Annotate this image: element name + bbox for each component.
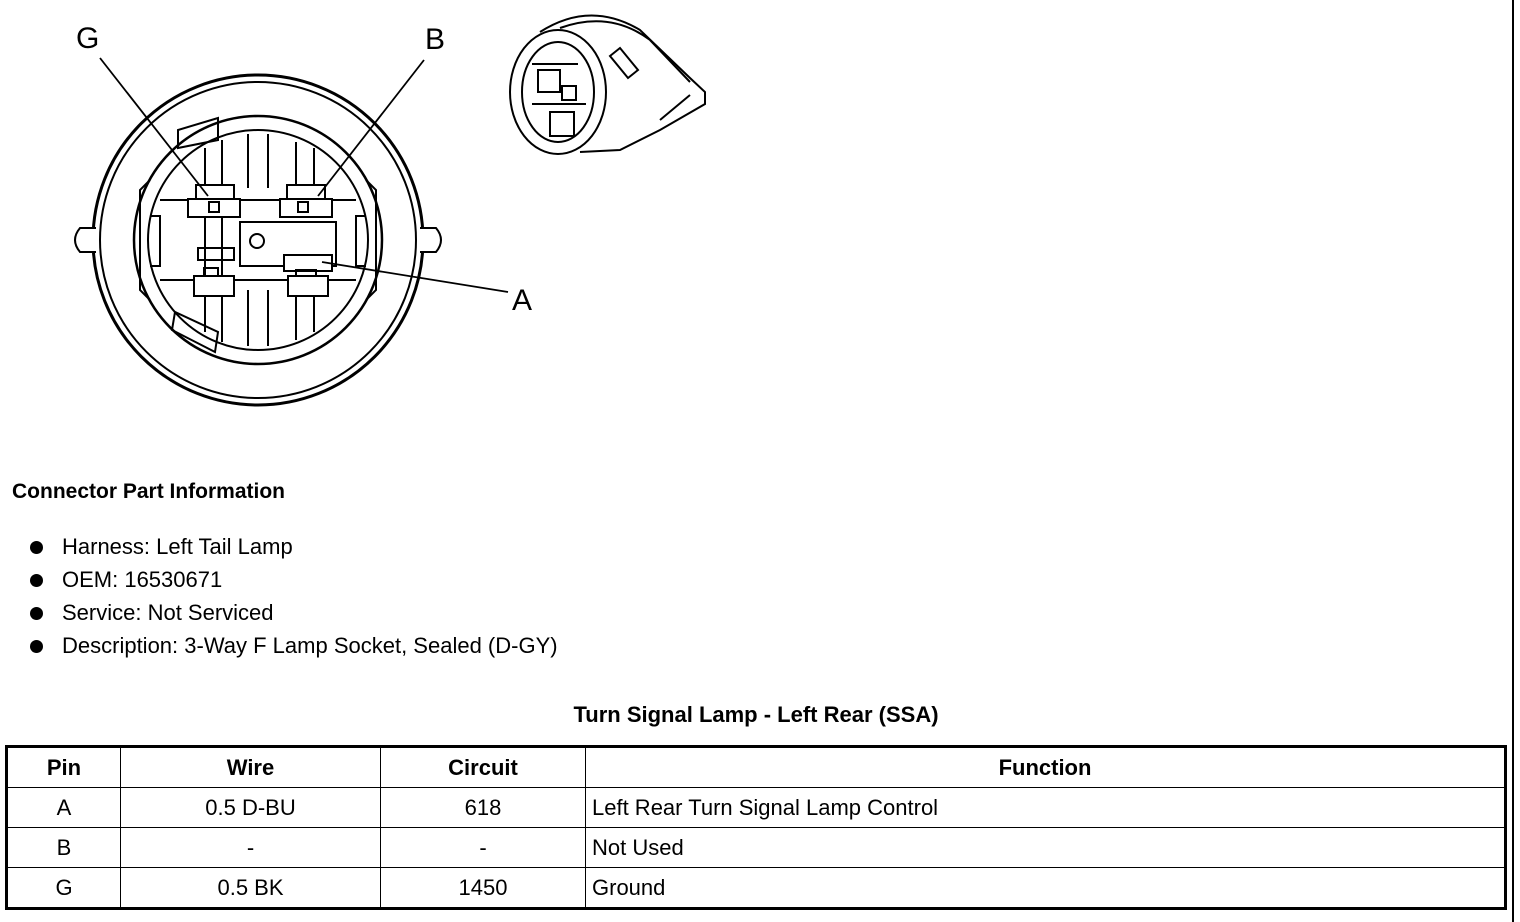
- table-row: [7, 828, 1506, 868]
- bullet-icon: [30, 607, 43, 620]
- connector-info-list: [28, 533, 558, 665]
- callout-label-b: B: [425, 23, 446, 56]
- info-item-service: [28, 599, 558, 632]
- info-item-harness: [28, 533, 558, 566]
- pin-table: [5, 745, 1507, 910]
- cell-function: Ground: [586, 868, 1506, 909]
- cell-wire: 0.5 D-BU: [121, 788, 381, 828]
- header-function: Function: [586, 747, 1506, 788]
- left-tab: [75, 228, 96, 252]
- top-lug: [178, 118, 218, 148]
- header-circuit: Circuit: [381, 747, 586, 788]
- cell-wire: -: [121, 828, 381, 868]
- connector-illustration: [0, 0, 1520, 460]
- terminal-b: [287, 185, 325, 199]
- bullet-icon: [30, 541, 43, 554]
- connector-info-title: Connector Part Information: [12, 480, 286, 503]
- callout-label-a: A: [512, 284, 533, 317]
- cell-circuit: 618: [381, 788, 586, 828]
- cell-function: Left Rear Turn Signal Lamp Control: [586, 788, 1506, 828]
- table-header-row: [7, 747, 1506, 788]
- info-item-text: Harness: Left Tail Lamp: [62, 534, 293, 559]
- right-latch: [356, 216, 366, 266]
- socket-perspective-view: [510, 15, 705, 154]
- leader-b: [318, 60, 424, 196]
- info-item-text: OEM: 16530671: [62, 567, 223, 592]
- table-row: [7, 868, 1506, 909]
- bullet-icon: [30, 640, 43, 653]
- right-tab: [420, 228, 441, 252]
- table-row: [7, 788, 1506, 828]
- cell-circuit: -: [381, 828, 586, 868]
- header-pin: Pin: [7, 747, 121, 788]
- callout-label-g: G: [76, 22, 100, 55]
- info-item-text: Description: 3-Way F Lamp Socket, Sealed (D-GY): [62, 633, 558, 658]
- cell-function: Not Used: [586, 828, 1506, 868]
- header-wire: Wire: [121, 747, 381, 788]
- cell-wire: 0.5 BK: [121, 868, 381, 909]
- cell-circuit: 1450: [381, 868, 586, 909]
- info-item-text: Service: Not Serviced: [62, 600, 274, 625]
- cell-pin: A: [7, 788, 121, 828]
- info-item-description: [28, 632, 558, 665]
- pin-table-title: Turn Signal Lamp - Left Rear (SSA): [573, 702, 939, 727]
- leader-g: [100, 58, 208, 196]
- bullet-icon: [30, 574, 43, 587]
- cell-pin: G: [7, 868, 121, 909]
- info-item-oem: [28, 566, 558, 599]
- left-latch: [150, 216, 160, 266]
- cell-pin: B: [7, 828, 121, 868]
